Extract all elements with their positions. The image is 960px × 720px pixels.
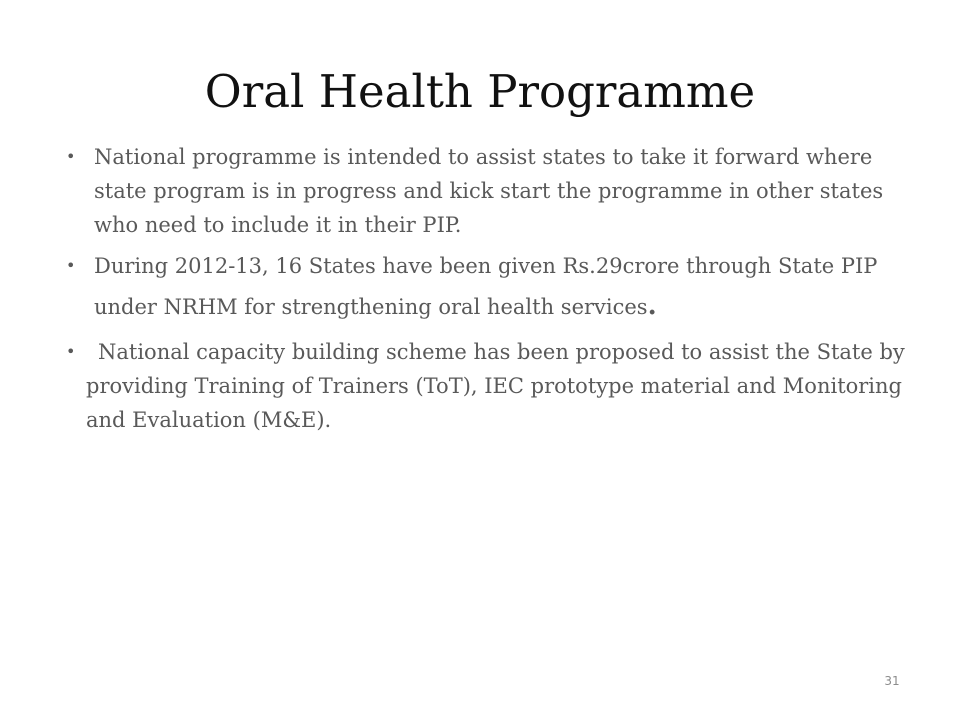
bullet-item-3: [62, 335, 922, 437]
bullet-dot-icon: •: [66, 147, 76, 166]
bullet-dot-icon: •: [66, 342, 76, 361]
bullet-text-3: National capacity building scheme has been proposed to assist the State by providing Training of Trainers (ToT), IEC prototype material and Monitoring and Evaluation (M&E).: [86, 340, 905, 432]
bullet-item-1: [62, 140, 922, 242]
bullet-period: .: [647, 291, 657, 321]
bullet-item-2: [62, 246, 922, 327]
bullet-text-1: National programme is intended to assist states to take it forward where state program is in progress and kick start the programme in other states who need to include it in their PIP.: [94, 145, 884, 237]
page-number: 31: [884, 674, 900, 688]
bullet-text-2: During 2012-13, 16 States have been given Rs.29crore through State PIP under NRHM for strengthening oral health services: [94, 254, 878, 319]
slide-title: Oral Health Programme: [204, 65, 756, 118]
bullet-dot-icon: •: [66, 256, 76, 275]
bullet-list: [62, 140, 922, 437]
